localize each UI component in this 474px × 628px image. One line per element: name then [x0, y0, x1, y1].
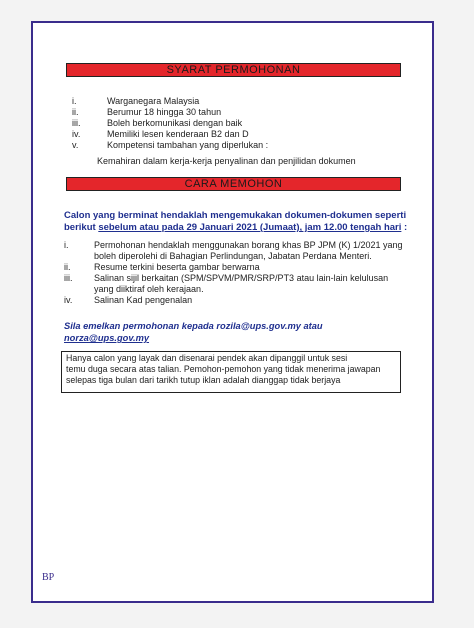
section-header-cara-memohon: CARA MEMOHON: [66, 177, 401, 191]
list-item-continuation: yang diiktiraf oleh kerajaan.: [94, 284, 204, 294]
list-item: ii. Berumur 18 hingga 30 tahun: [72, 107, 222, 117]
list-item: v. Kompetensi tambahan yang diperlukan :: [72, 140, 269, 150]
footer-initials: BP: [42, 572, 55, 583]
email-link[interactable]: norza@ups.gov.my: [64, 333, 150, 343]
list-item: i. Warganegara Malaysia: [72, 96, 200, 106]
section-header-syarat: SYARAT PERMOHONAN: [66, 63, 401, 77]
requirements-list: [72, 96, 402, 151]
list-item-continuation: boleh diperolehi di Bahagian Perlindungan, Jabatan Perdana Menteri.: [94, 251, 372, 261]
list-item: iv. Salinan Kad pengenalan: [64, 295, 193, 305]
documents-list: [64, 240, 404, 306]
notice-box: Hanya calon yang layak dan disenarai pendek akan dipanggil untuk sesi temu duga secara atas talian. Pemohon-pemohon yang tidak menerima jawapan selepas tiga bulan dari tarikh tutup iklan adalah dianggap tidak berjaya: [61, 351, 401, 393]
list-item: iv. Memiliki lesen kenderaan B2 dan D: [72, 129, 249, 139]
email-instruction: Sila emelkan permohonan kepada rozila@ups.gov.my atau norza@ups.gov.my: [64, 321, 323, 343]
list-item: iii. Boleh berkomunikasi dengan baik: [72, 118, 243, 128]
list-item: i. Permohonan hendaklah menggunakan borang khas BP JPM (K) 1/2021 yang: [64, 240, 403, 250]
list-item: iii. Salinan sijil berkaitan (SPM/SPVM/PMR/SRP/PT3 atau lain-lain kelulusan: [64, 273, 389, 283]
competency-text: Kemahiran dalam kerja-kerja penyalinan dan penjilidan dokumen: [97, 156, 356, 166]
list-item: ii. Resume terkini beserta gambar berwarna: [64, 262, 260, 272]
application-intro: Calon yang berminat hendaklah mengemukakan dokumen-dokumen seperti berikut sebelum atau pada 29 Januari 2021 (Jumaat), jam 12.00 tengah hari :: [64, 210, 408, 233]
